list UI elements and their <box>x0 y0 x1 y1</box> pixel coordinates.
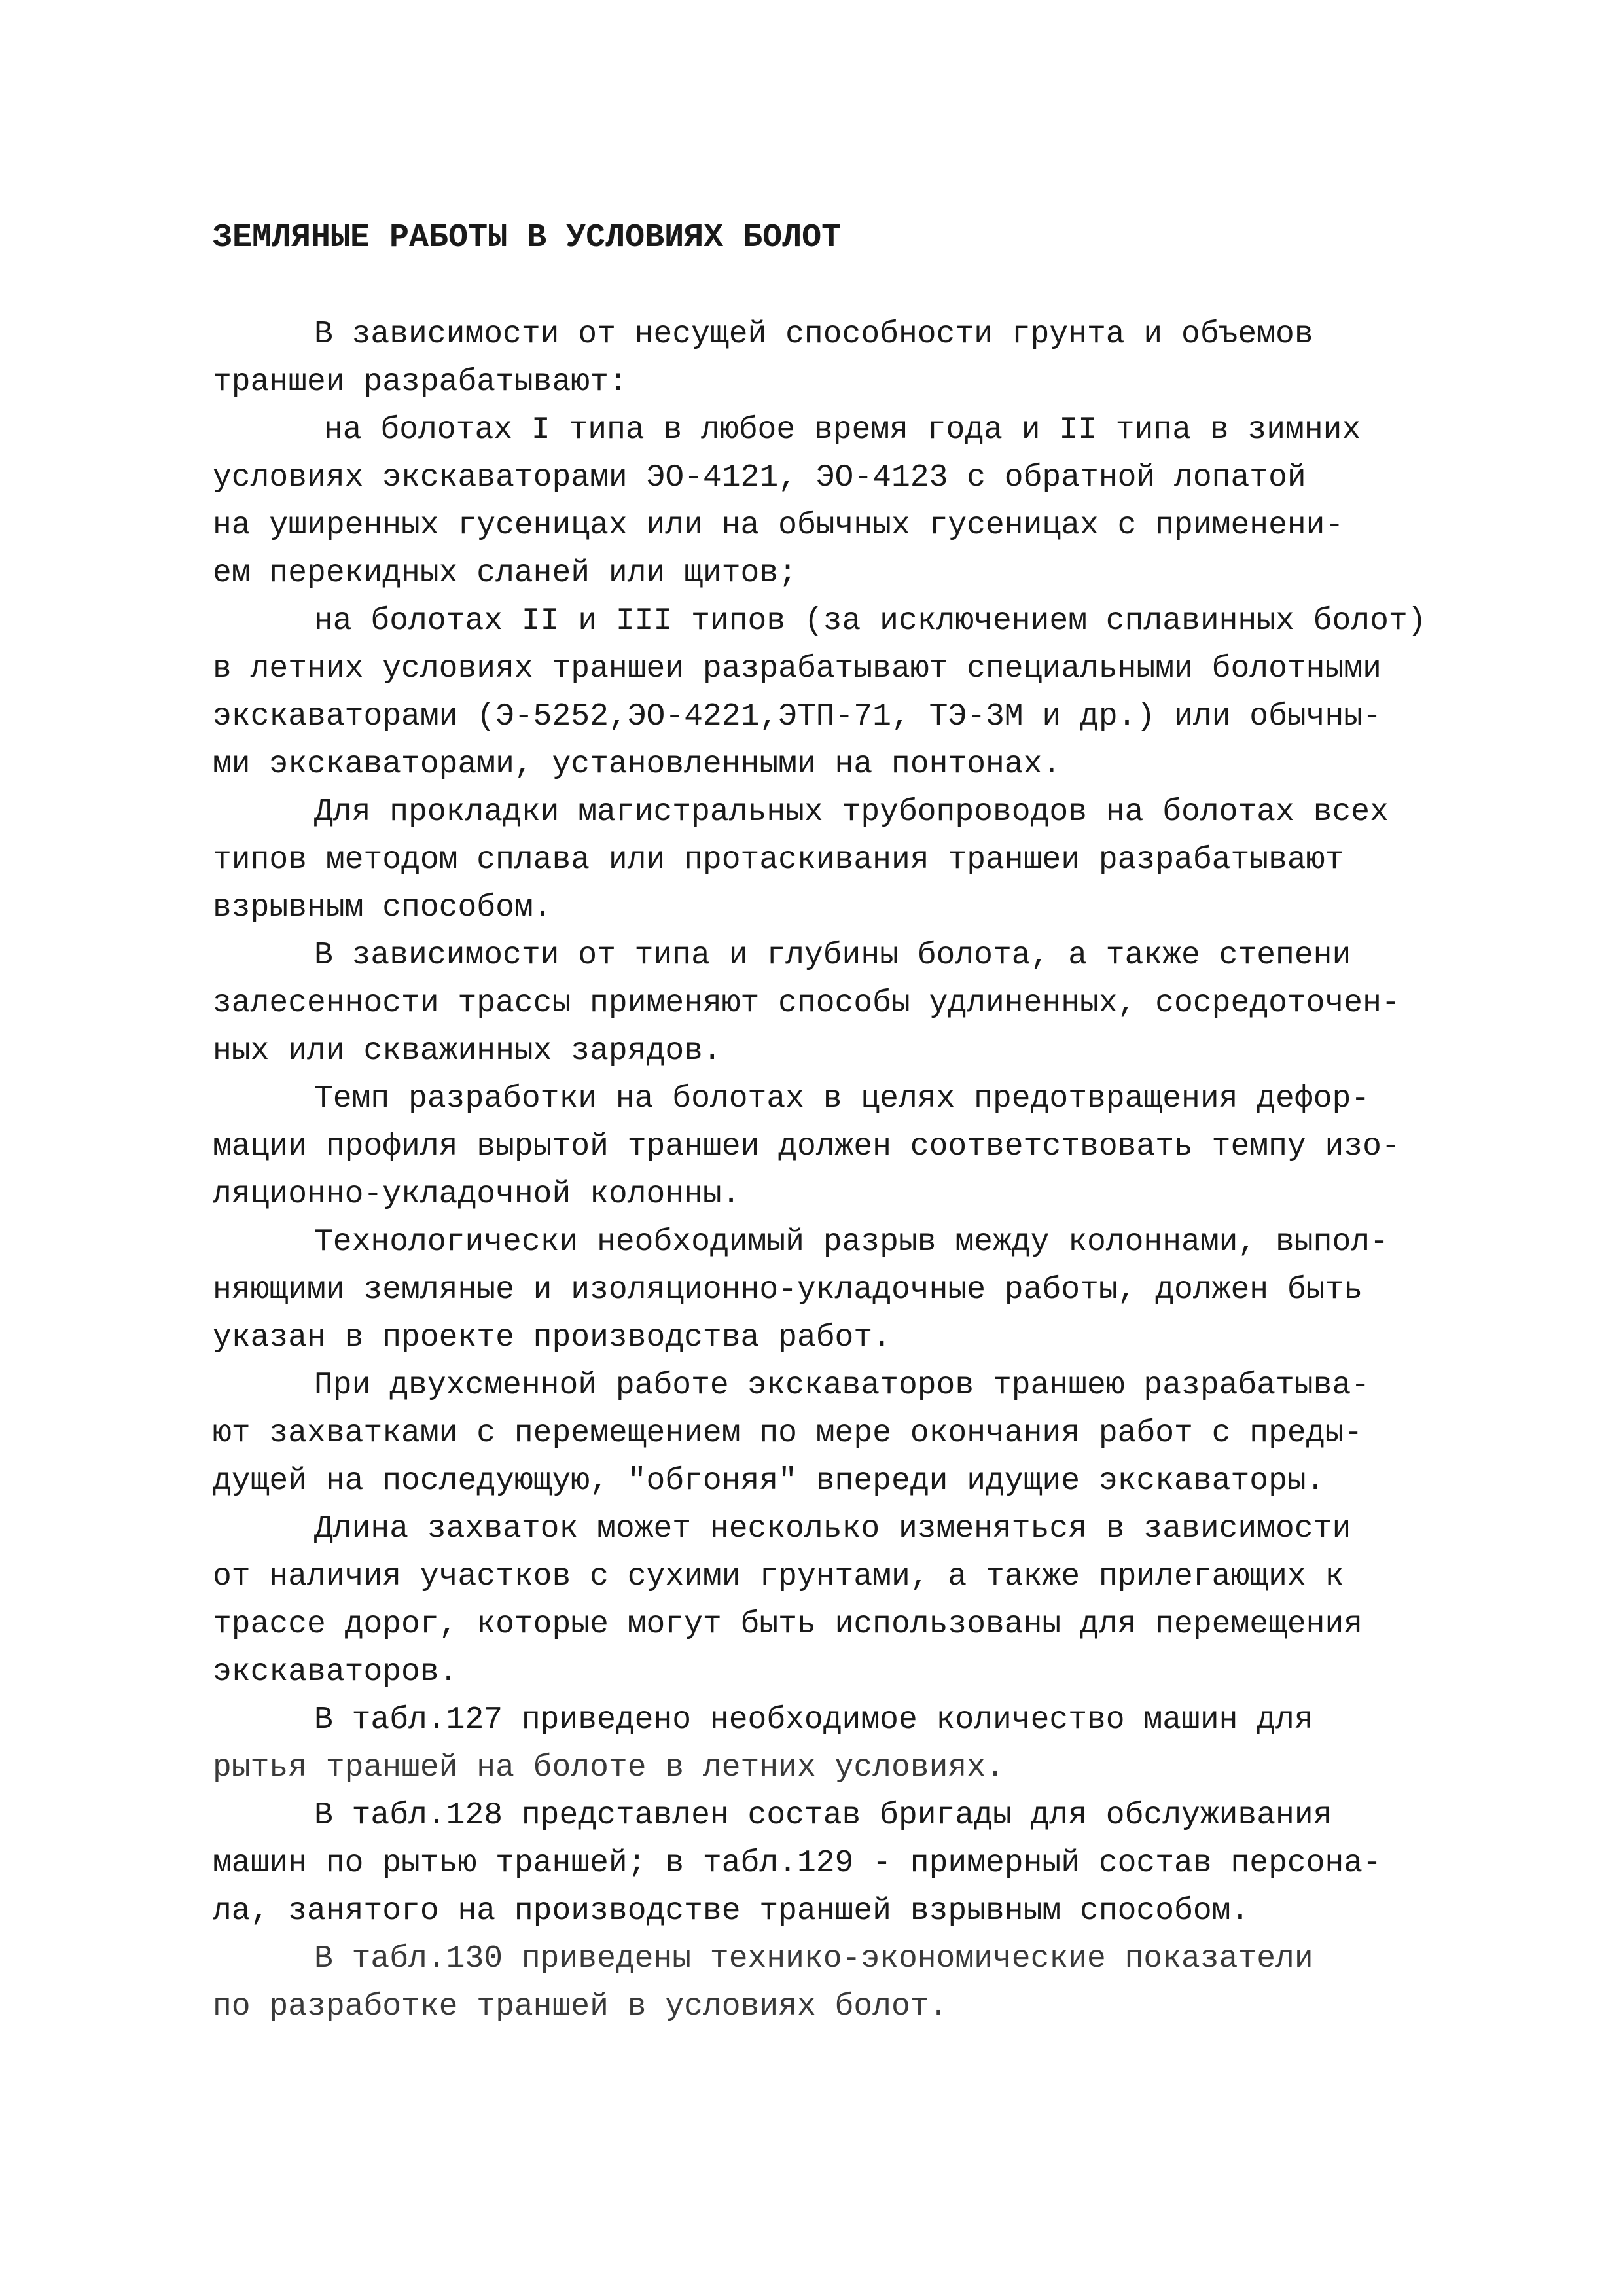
paragraph-line: мации профиля вырытой траншеи должен соответствовать темпу изо- <box>213 1129 1400 1164</box>
paragraph-line: ми экскаваторами, установленными на понтонах. <box>213 747 1061 782</box>
paragraph-line: Технологически необходимый разрыв между колоннами, выпол- <box>314 1225 1389 1260</box>
paragraph-line: по разработке траншей в условиях болот. <box>213 1989 948 2024</box>
paragraph-line: ют захватками с перемещением по мере окончания работ с преды- <box>213 1416 1363 1451</box>
paragraph-line: ных или скважинных зарядов. <box>213 1033 722 1069</box>
paragraph-line: Длина захваток может несколько изменяться в зависимости <box>314 1511 1351 1547</box>
paragraph-line: экскаваторами (Э-5252,ЭО-4221,ЭТП-71, ТЭ-3М и др.) или обычны- <box>213 699 1382 734</box>
paragraph-line: В зависимости от типа и глубины болота, а также степени <box>314 938 1351 973</box>
paragraph-line: ляционно-укладочной колонны. <box>213 1177 741 1212</box>
paragraph-line: машин по рытью траншей; в табл.129 - примерный состав персона- <box>213 1846 1382 1881</box>
paragraph-line: няющими земляные и изоляционно-укладочные работы, должен быть <box>213 1272 1363 1308</box>
paragraph-line: трассе дорог, которые могут быть использованы для перемещения <box>213 1607 1363 1642</box>
document-body <box>213 311 1456 2031</box>
paragraph-line: от наличия участков с сухими грунтами, а также прилегающих к <box>213 1559 1344 1594</box>
paragraph-line: В табл.128 представлен состав бригады для обслуживания <box>314 1798 1332 1833</box>
paragraph-line: экскаваторов. <box>213 1655 458 1690</box>
paragraph-line: взрывным способом. <box>213 890 552 925</box>
paragraph-line: на болотах I типа в любое время года и II типа в зимних <box>324 412 1361 448</box>
paragraph-line: Для прокладки магистральных трубопроводов на болотах всех <box>314 795 1389 830</box>
paragraph-line: условиях экскаваторами ЭО-4121, ЭО-4123 с обратной лопатой <box>213 460 1306 495</box>
paragraph-line: залесенности трассы применяют способы удлиненных, сосредоточен- <box>213 986 1400 1021</box>
paragraph-line: В табл.127 приведено необходимое количество машин для <box>314 1702 1313 1738</box>
page-title: ЗЕМЛЯНЫЕ РАБОТЫ В УСЛОВИЯХ БОЛОТ <box>213 219 842 257</box>
paragraph-line: В зависимости от несущей способности грунта и объемов <box>314 317 1313 352</box>
paragraph-line: траншеи разрабатывают: <box>213 365 628 400</box>
paragraph-line: на уширенных гусеницах или на обычных гусеницах с применени- <box>213 508 1344 543</box>
paragraph-line: ем перекидных слaней или щитов; <box>213 556 797 591</box>
paragraph-line: указан в проекте производства работ. <box>213 1320 891 1355</box>
paragraph-line: на болотах II и III типов (за исключением сплавинных болот) <box>314 603 1427 639</box>
paragraph-line: типов методом сплава или протаскивания траншеи разрабатывают <box>213 842 1344 878</box>
paragraph-line: рытья траншей на болоте в летних условиях. <box>213 1750 1005 1785</box>
paragraph-line: При двухсменной работе экскаваторов траншею разрабатыва- <box>314 1368 1370 1403</box>
paragraph-line: ла, занятого на производстве траншей взрывным способом. <box>213 1893 1250 1929</box>
paragraph-line: Темп разработки на болотах в целях предотвращения дефор- <box>314 1081 1370 1117</box>
paragraph-line: В табл.130 приведены технико-экономические показатели <box>314 1941 1313 1977</box>
paragraph-line: в летних условиях траншеи разрабатывают специальными болотными <box>213 651 1382 687</box>
paragraph-line: дущей на последующую, "обгоняя" впереди идущие экскаваторы. <box>213 1463 1325 1499</box>
